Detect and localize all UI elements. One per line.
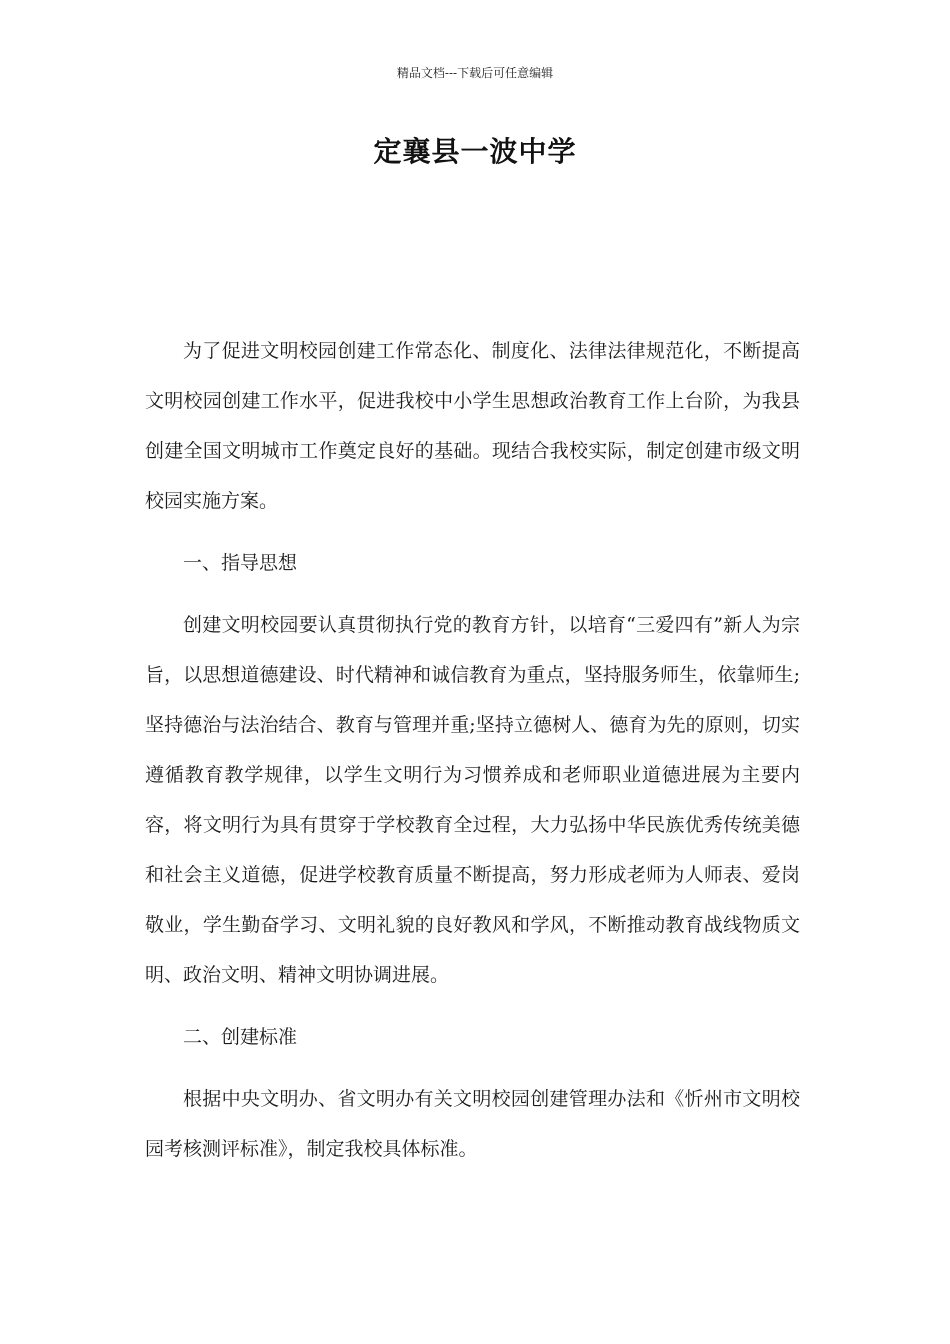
document-title: 定襄县一波中学 <box>373 135 577 168</box>
intro-paragraph: 为了促进文明校园创建工作常态化、制度化、法律法律规范化，不断提高文明校园创建工作水平，促进我校中小学生思想政治教育工作上台阶，为我县创建全国文明城市工作奠定良好的基础。现结合我校实际，制定创建市级文明校园实施方案。 <box>145 340 800 512</box>
header-note: 精品文档---下载后可任意编辑 <box>396 66 554 80</box>
section-heading-guiding-ideology: 一、指导思想 <box>183 552 298 574</box>
creation-standards-paragraph: 根据中央文明办、省文明办有关文明校园创建管理办法和《忻州市文明校园考核测评标准》，制定我校具体标准。 <box>145 1088 800 1160</box>
guiding-ideology-paragraph: 创建文明校园要认真贯彻执行党的教育方针，以培育“三爱四有”新人为宗旨，以思想道德建设、时代精神和诚信教育为重点，坚持服务师生，依靠师生;坚持德治与法治结合、教育与管理并重;坚持立德树人、德育为先的原则，切实遵循教育教学规律，以学生文明行为习惯养成和老师职业道德进展为主要内容，将文明行为具有贯穿于学校教育全过程，大力弘扬中华民族优秀传统美德和社会主义道德，促进学校教育质量不断提高，努力形成老师为人师表、爱岗敬业，学生勤奋学习、文明礼貌的良好教风和学风，不断推动教育战线物质文明、政治文明、精神文明协调进展。 <box>145 614 800 986</box>
section-heading-creation-standards: 二、创建标准 <box>183 1026 298 1048</box>
document-body <box>145 326 800 1174</box>
